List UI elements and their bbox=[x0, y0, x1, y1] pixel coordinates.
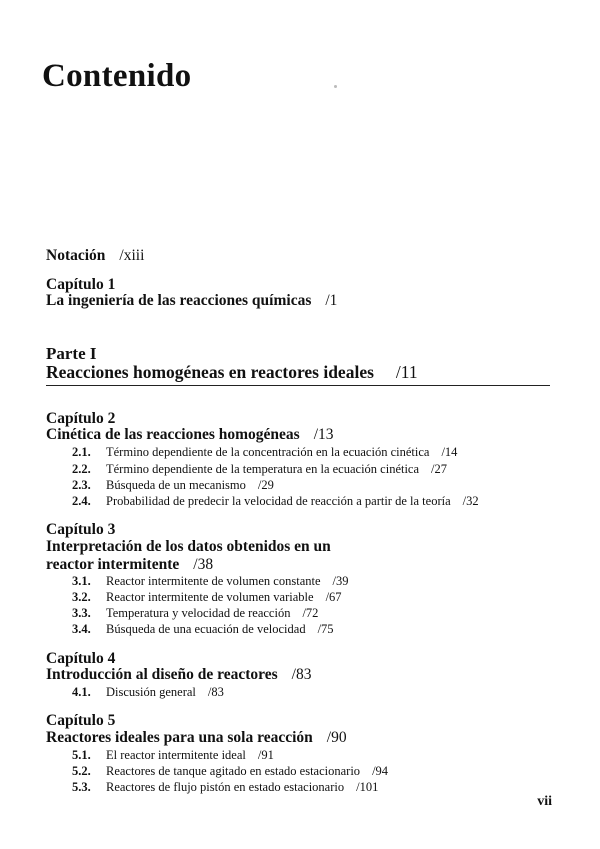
notation-page: /xiii bbox=[119, 247, 145, 264]
chapter-5-page: /90 bbox=[326, 729, 347, 746]
section-title: Reactores de tanque agitado en estado estacionario bbox=[106, 764, 361, 778]
section-title: Temperatura y velocidad de reacción bbox=[106, 606, 291, 620]
page-title: Contenido bbox=[42, 58, 192, 94]
section-number: 3.2. bbox=[72, 590, 91, 604]
chapter-1-title: La ingeniería de las reacciones químicas bbox=[46, 292, 312, 309]
section-number: 3.3. bbox=[72, 606, 91, 620]
toc-section[interactable] bbox=[72, 494, 479, 509]
toc-notation[interactable] bbox=[46, 247, 144, 265]
section-page: /83 bbox=[207, 685, 224, 699]
section-page: /14 bbox=[441, 445, 458, 459]
section-page: /101 bbox=[356, 780, 379, 794]
section-page: /32 bbox=[462, 494, 479, 508]
toc-section[interactable] bbox=[72, 590, 342, 605]
toc-section[interactable] bbox=[72, 764, 388, 779]
chapter-5-label: Capítulo 5 bbox=[46, 712, 116, 729]
toc-section[interactable] bbox=[72, 606, 318, 621]
toc-section[interactable] bbox=[72, 445, 457, 460]
chapter-3-title-line-1[interactable]: Interpretación de los datos obtenidos en un bbox=[46, 538, 331, 555]
toc-section[interactable] bbox=[72, 574, 349, 589]
section-number: 5.2. bbox=[72, 764, 91, 778]
chapter-4-title: Introducción al diseño de reactores bbox=[46, 666, 278, 683]
section-title: Término dependiente de la temperatura en la ecuación cinética bbox=[106, 462, 420, 476]
toc-chapter-2[interactable] bbox=[46, 426, 334, 444]
notation-label: Notación bbox=[46, 247, 106, 264]
chapter-4-page: /83 bbox=[291, 666, 312, 683]
chapter-5-title: Reactores ideales para una sola reacción bbox=[46, 729, 313, 746]
section-number: 2.4. bbox=[72, 494, 91, 508]
toc-chapter-5[interactable] bbox=[46, 729, 347, 747]
toc-chapter-4[interactable] bbox=[46, 666, 311, 684]
section-title: Reactor intermitente de volumen constante bbox=[106, 574, 321, 588]
chapter-3-page: /38 bbox=[193, 556, 214, 573]
toc-chapter-3[interactable] bbox=[46, 556, 213, 574]
page-number: vii bbox=[537, 794, 552, 809]
section-page: /72 bbox=[302, 606, 319, 620]
section-page: /39 bbox=[332, 574, 349, 588]
part-divider bbox=[46, 385, 550, 386]
section-title: Discusión general bbox=[106, 685, 196, 699]
section-number: 5.3. bbox=[72, 780, 91, 794]
toc-chapter-1[interactable] bbox=[46, 292, 337, 310]
chapter-3-title-line-2: reactor intermitente bbox=[46, 556, 180, 573]
section-page: /75 bbox=[317, 622, 334, 636]
toc-section[interactable] bbox=[72, 685, 224, 700]
chapter-4-label: Capítulo 4 bbox=[46, 650, 116, 667]
toc-part-1[interactable] bbox=[46, 362, 418, 383]
section-page: /67 bbox=[325, 590, 342, 604]
section-number: 2.1. bbox=[72, 445, 91, 459]
section-number: 2.2. bbox=[72, 462, 91, 476]
section-title: Reactor intermitente de volumen variable bbox=[106, 590, 314, 604]
section-number: 4.1. bbox=[72, 685, 91, 699]
toc-section[interactable] bbox=[72, 780, 378, 795]
section-number: 3.4. bbox=[72, 622, 91, 636]
section-page: /94 bbox=[372, 764, 389, 778]
part-1-title: Reacciones homogéneas en reactores ideales bbox=[46, 362, 374, 382]
chapter-2-label: Capítulo 2 bbox=[46, 410, 116, 427]
section-number: 2.3. bbox=[72, 478, 91, 492]
section-page: /29 bbox=[257, 478, 274, 492]
section-page: /91 bbox=[257, 748, 274, 762]
section-title: Probabilidad de predecir la velocidad de reacción a partir de la teoría bbox=[106, 494, 451, 508]
part-1-label: Parte I bbox=[46, 344, 97, 363]
section-number: 3.1. bbox=[72, 574, 91, 588]
toc-section[interactable] bbox=[72, 478, 274, 493]
section-title: Búsqueda de una ecuación de velocidad bbox=[106, 622, 306, 636]
section-title: Búsqueda de un mecanismo bbox=[106, 478, 246, 492]
chapter-2-page: /13 bbox=[313, 426, 334, 443]
section-title: El reactor intermitente ideal bbox=[106, 748, 246, 762]
scan-speck bbox=[334, 85, 337, 88]
chapter-3-label: Capítulo 3 bbox=[46, 521, 116, 538]
chapter-1-label: Capítulo 1 bbox=[46, 276, 116, 293]
part-1-page: /11 bbox=[395, 362, 418, 382]
toc-section[interactable] bbox=[72, 748, 274, 763]
section-number: 5.1. bbox=[72, 748, 91, 762]
section-title: Término dependiente de la concentración en la ecuación cinética bbox=[106, 445, 430, 459]
chapter-2-title: Cinética de las reacciones homogéneas bbox=[46, 426, 300, 443]
section-title: Reactores de flujo pistón en estado estacionario bbox=[106, 780, 345, 794]
chapter-1-page: /1 bbox=[325, 292, 338, 309]
toc-section[interactable] bbox=[72, 462, 447, 477]
toc-section[interactable] bbox=[72, 622, 334, 637]
section-page: /27 bbox=[431, 462, 448, 476]
